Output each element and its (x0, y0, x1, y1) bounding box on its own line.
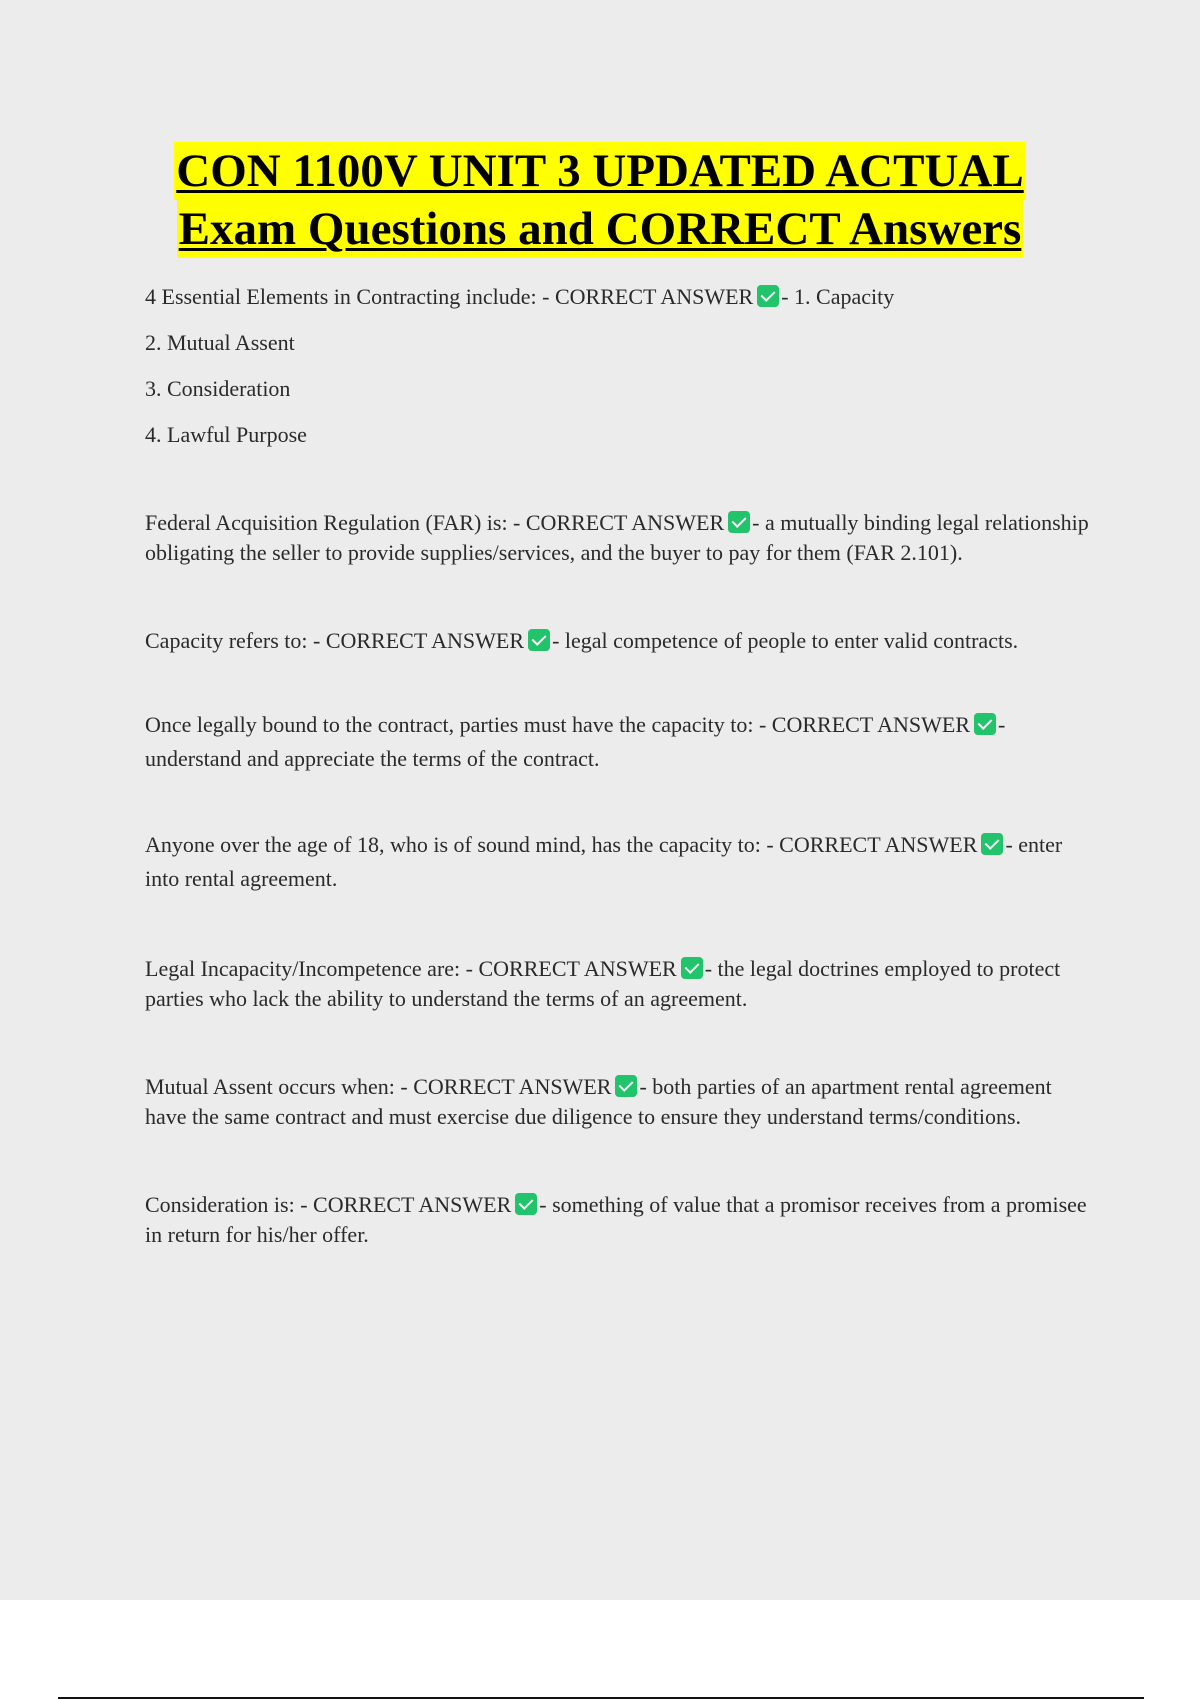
qa-item (145, 508, 1095, 568)
question-text: Capacity refers to: - CORRECT ANSWER (145, 628, 525, 653)
qa-paragraph (145, 954, 1095, 1014)
question-text: Legal Incapacity/Incompetence are: - CORRECT ANSWER (145, 956, 677, 981)
question-text: Anyone over the age of 18, who is of sound mind, has the capacity to: - CORRECT ANSWER (145, 832, 978, 857)
question-text: Federal Acquisition Regulation (FAR) is: - CORRECT ANSWER (145, 510, 725, 535)
check-box-icon (681, 957, 703, 979)
check-box-icon (528, 629, 550, 651)
answer-text: - the legal doctrines employed to protect parties who lack the ability to understand the terms of an agreement. (145, 956, 1061, 1011)
answer-text: - legal competence of people to enter valid contracts. (552, 628, 1019, 653)
qa-paragraph (145, 282, 1095, 312)
qa-item (145, 954, 1095, 1014)
answer-text: - a mutually binding legal relationship obligating the seller to provide supplies/services, and the buyer to pay for them (FAR 2.101). (145, 510, 1089, 565)
check-box-icon (757, 285, 779, 307)
check-box-icon (515, 1193, 537, 1215)
qa-paragraph (145, 508, 1095, 568)
footer-divider (58, 1697, 1144, 1699)
question-text: 4 Essential Elements in Contracting include: - CORRECT ANSWER (145, 284, 754, 309)
answer-text: - enter into rental agreement. (145, 832, 1063, 891)
check-box-icon (728, 511, 750, 533)
qa-paragraph (145, 708, 1095, 776)
qa-item (145, 626, 1095, 656)
qa-paragraph (145, 828, 1095, 896)
qa-paragraph (145, 626, 1095, 656)
check-box-icon (981, 833, 1003, 855)
title-line-1: CON 1100V UNIT 3 UPDATED ACTUAL (174, 142, 1025, 200)
document-title (0, 142, 1200, 258)
question-text: Once legally bound to the contract, parties must have the capacity to: - CORRECT ANSWER (145, 712, 971, 737)
question-text: Mutual Assent occurs when: - CORRECT ANSWER (145, 1074, 612, 1099)
check-box-icon (615, 1075, 637, 1097)
qa-item (145, 1190, 1095, 1250)
question-text: Consideration is: - CORRECT ANSWER (145, 1192, 512, 1217)
answer-line: 2. Mutual Assent (145, 330, 295, 355)
answer-text: - understand and appreciate the terms of the contract. (145, 712, 1006, 771)
answer-line: 4. Lawful Purpose (145, 422, 307, 447)
qa-item (145, 282, 1095, 450)
qa-item (145, 708, 1095, 776)
qa-paragraph (145, 1190, 1095, 1250)
qa-list (145, 282, 1095, 1250)
qa-item (145, 1072, 1095, 1132)
answer-text: - both parties of an apartment rental agreement have the same contract and must exercise due diligence to ensure they understand terms/conditions. (145, 1074, 1052, 1129)
check-box-icon (974, 713, 996, 735)
qa-item (145, 828, 1095, 896)
answer-text: - 1. Capacity (781, 284, 895, 309)
title-line-2: Exam Questions and CORRECT Answers (177, 200, 1024, 258)
qa-paragraph (145, 1072, 1095, 1132)
answer-line: 3. Consideration (145, 376, 291, 401)
answer-text: - something of value that a promisor receives from a promisee in return for his/her offer. (145, 1192, 1087, 1247)
